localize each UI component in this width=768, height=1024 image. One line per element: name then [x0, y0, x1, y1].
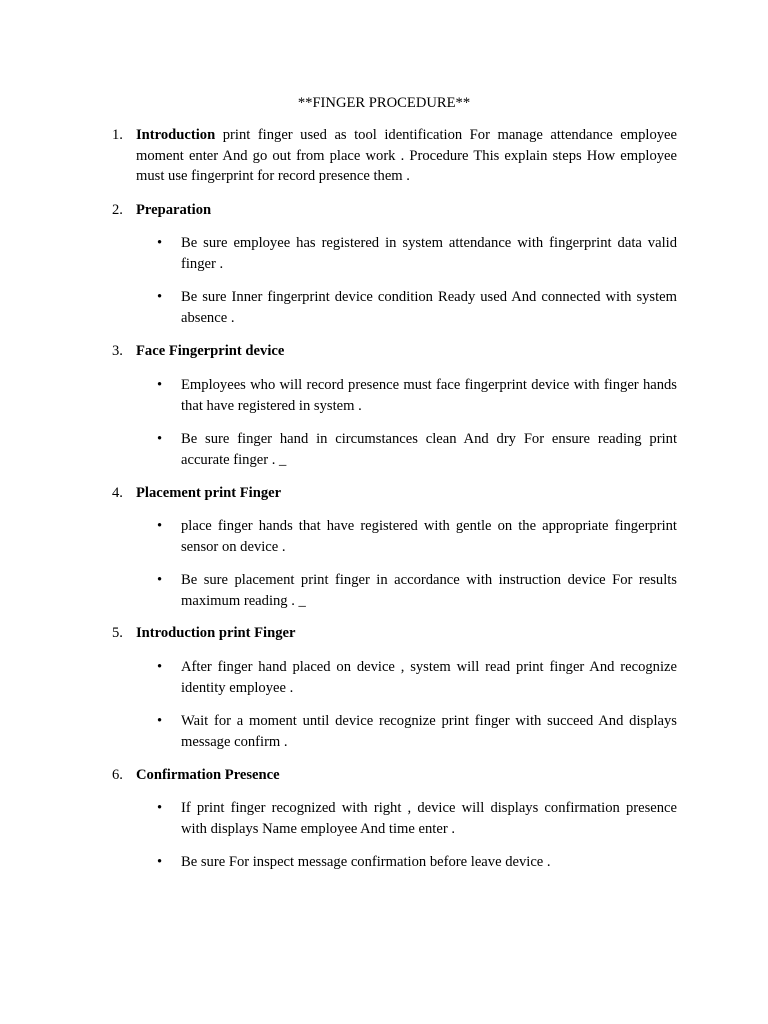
- section-preparation: [112, 200, 677, 221]
- section-title: Confirmation Presence: [136, 767, 280, 783]
- list-item-text: After finger hand placed on device , system will read print finger And recognize identity employee .: [181, 659, 677, 696]
- list-item: [157, 233, 677, 274]
- section-title: Introduction print Finger: [136, 625, 296, 641]
- bullet-icon: •: [157, 854, 163, 870]
- bullet-icon: •: [157, 289, 163, 305]
- section-heading: [112, 200, 677, 221]
- list-item: [157, 711, 677, 752]
- list-item-text: Be sure finger hand in circumstances clean And dry For ensure reading print accurate finger . _: [181, 431, 677, 468]
- list-item: [157, 287, 677, 328]
- bullet-icon: •: [157, 377, 163, 393]
- list-item-text: Wait for a moment until device recognize print finger with succeed And displays message confirm .: [181, 713, 677, 750]
- bullet-icon: •: [157, 572, 163, 588]
- bullet-icon: •: [157, 431, 163, 447]
- section-introduction: [112, 125, 677, 187]
- bullet-icon: •: [157, 659, 163, 675]
- list-item-text: Be sure employee has registered in system attendance with fingerprint data valid finger .: [181, 235, 677, 272]
- list-item: [157, 429, 677, 470]
- section-heading: [112, 623, 677, 644]
- section-number: 5.: [112, 625, 123, 641]
- bullet-icon: •: [157, 713, 163, 729]
- section-title: Placement print Finger: [136, 485, 282, 501]
- section-introduction-print-finger: [112, 623, 677, 644]
- section-body-text: print finger used as tool identification For manage attendance employee moment enter And go out from place work . Procedure This explain steps How employee must use fingerprint for record presence them .: [136, 127, 677, 184]
- bullet-icon: •: [157, 800, 163, 816]
- list-item: [157, 798, 677, 839]
- list-item-text: Be sure Inner fingerprint device condition Ready used And connected with system absence .: [181, 289, 677, 326]
- list-item-text: place finger hands that have registered with gentle on the appropriate fingerprint sensor on device .: [181, 518, 677, 555]
- bullet-icon: •: [157, 235, 163, 251]
- section-number: 3.: [112, 343, 123, 359]
- section-face-fingerprint-device: [112, 341, 677, 362]
- section-number: 4.: [112, 485, 123, 501]
- section-placement-print-finger: [112, 483, 677, 504]
- document-title: **FINGER PROCEDURE**: [297, 95, 471, 111]
- section-heading: [112, 125, 677, 187]
- section-number: 2.: [112, 202, 123, 218]
- list-item: [157, 657, 677, 698]
- section-title: Preparation: [136, 202, 212, 218]
- list-item: [157, 516, 677, 557]
- section-heading: [112, 483, 677, 504]
- list-item-text: Be sure For inspect message confirmation before leave device .: [181, 854, 551, 870]
- section-number: 6.: [112, 767, 123, 783]
- list-item-text: Be sure placement print finger in accordance with instruction device For results maximum reading . _: [181, 572, 677, 609]
- list-item: [157, 375, 677, 416]
- section-heading: [112, 765, 677, 786]
- section-heading: [112, 341, 677, 362]
- section-confirmation-presence: [112, 765, 677, 786]
- list-item: [157, 570, 677, 611]
- section-title: Introduction: [136, 127, 216, 143]
- section-title: Face Fingerprint device: [136, 343, 285, 359]
- list-item-text: Employees who will record presence must face fingerprint device with finger hands that have registered in system .: [181, 377, 677, 414]
- bullet-icon: •: [157, 518, 163, 534]
- list-item: [157, 852, 677, 873]
- section-number: 1.: [112, 127, 123, 143]
- list-item-text: If print finger recognized with right , device will displays confirmation presence with displays Name employee And time enter .: [181, 800, 677, 837]
